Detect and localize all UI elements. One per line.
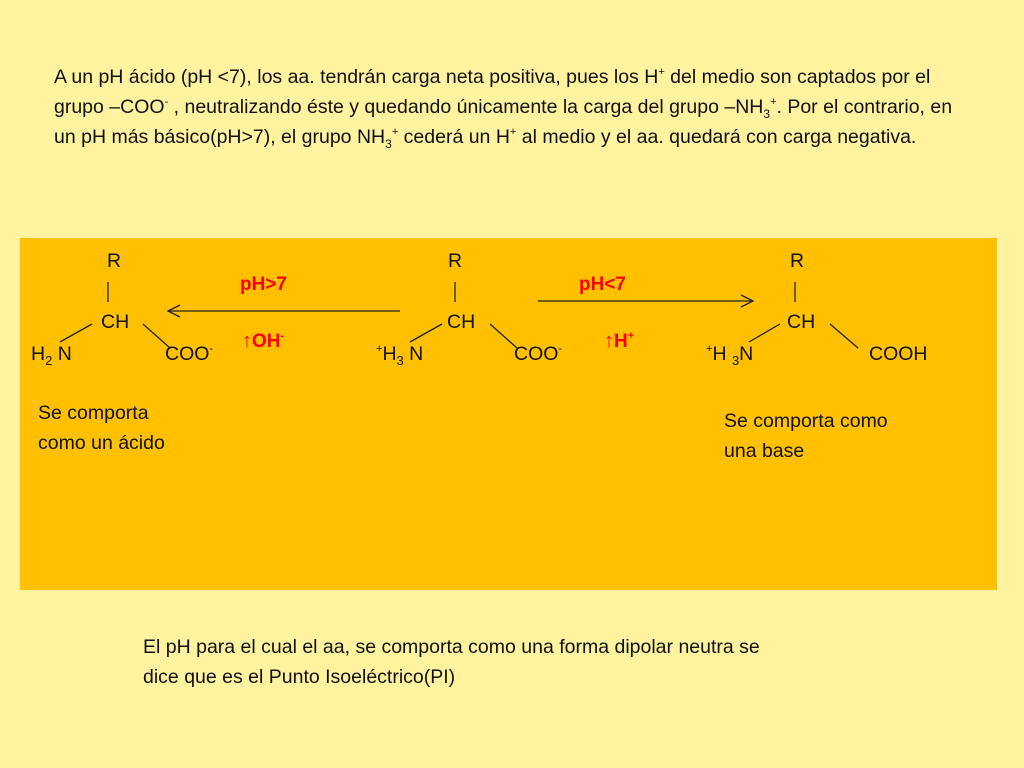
right-arrow-label: pH<7: [579, 274, 626, 295]
intro-sup-plus-2: +: [770, 96, 777, 108]
left-arrow-label: pH>7: [240, 274, 287, 295]
up-arrow-icon: ↑: [242, 330, 252, 352]
middle-coo-bond: [490, 324, 517, 348]
intro-sup-plus-4: +: [509, 126, 517, 138]
intro-sub-3b: 3: [385, 137, 392, 151]
middle-n-bond: [410, 324, 442, 342]
right-n-bond: [749, 324, 780, 342]
closing-line-2: dice que es el Punto Isoeléctrico(PI): [143, 666, 456, 688]
up-arrow-icon: ↑: [604, 330, 614, 352]
intro-sup-plus: +: [658, 66, 665, 78]
left-reagent-label: ↑OH-: [242, 330, 285, 352]
intro-text-3: , neutralizando éste y quedando únicamente la carga del grupo –NH: [168, 96, 764, 118]
right-amine-label: +H $_3$N: [706, 343, 754, 368]
middle-amine-label: $^+H_3$ N: [376, 343, 424, 368]
intro-sup-minus: -: [164, 96, 169, 108]
closing-paragraph: [143, 632, 923, 692]
acid-behavior-note: Se comporta como un ácido: [38, 402, 165, 454]
closing-line-1: El pH para el cual el aa, se comporta como una forma dipolar neutra se: [143, 636, 760, 658]
middle-r-label: R: [448, 250, 463, 272]
intro-sup-plus-3: +: [391, 126, 399, 138]
middle-ch-label: CH: [447, 311, 476, 333]
right-carboxyl-label: COOH: [869, 343, 928, 365]
left-r-label: R: [107, 250, 122, 272]
left-n-bond: [60, 324, 92, 342]
left-ch-label: CH: [101, 311, 130, 333]
base-behavior-note: Se comporta como una base: [724, 410, 888, 462]
intro-text-6: al medio y el aa. quedará con carga negativa.: [516, 126, 917, 148]
intro-text-4: . Por el contrario, en un pH más básico(pH>7), el grupo NH: [54, 96, 953, 148]
middle-carboxylate-label: COO-: [514, 343, 563, 365]
intro-text-1: A un pH ácido (pH <7), los aa. tendrán carga neta positiva, pues los H: [54, 66, 659, 88]
left-carboxylate-label: COO-: [165, 343, 214, 365]
right-cooh-bond: [830, 324, 858, 348]
intro-text-2: del medio son captados por el grupo –COO: [54, 66, 931, 118]
reaction-panel: [20, 238, 997, 590]
intro-sub-3a: 3: [763, 107, 771, 121]
left-amine-label: $H_2$ N: [31, 343, 72, 368]
intro-text-5: cederá un H: [398, 126, 510, 148]
right-ch-label: CH: [787, 311, 816, 333]
right-r-label: R: [790, 250, 805, 272]
right-reagent-label: ↑H+: [604, 330, 635, 352]
intro-paragraph: [54, 62, 974, 152]
